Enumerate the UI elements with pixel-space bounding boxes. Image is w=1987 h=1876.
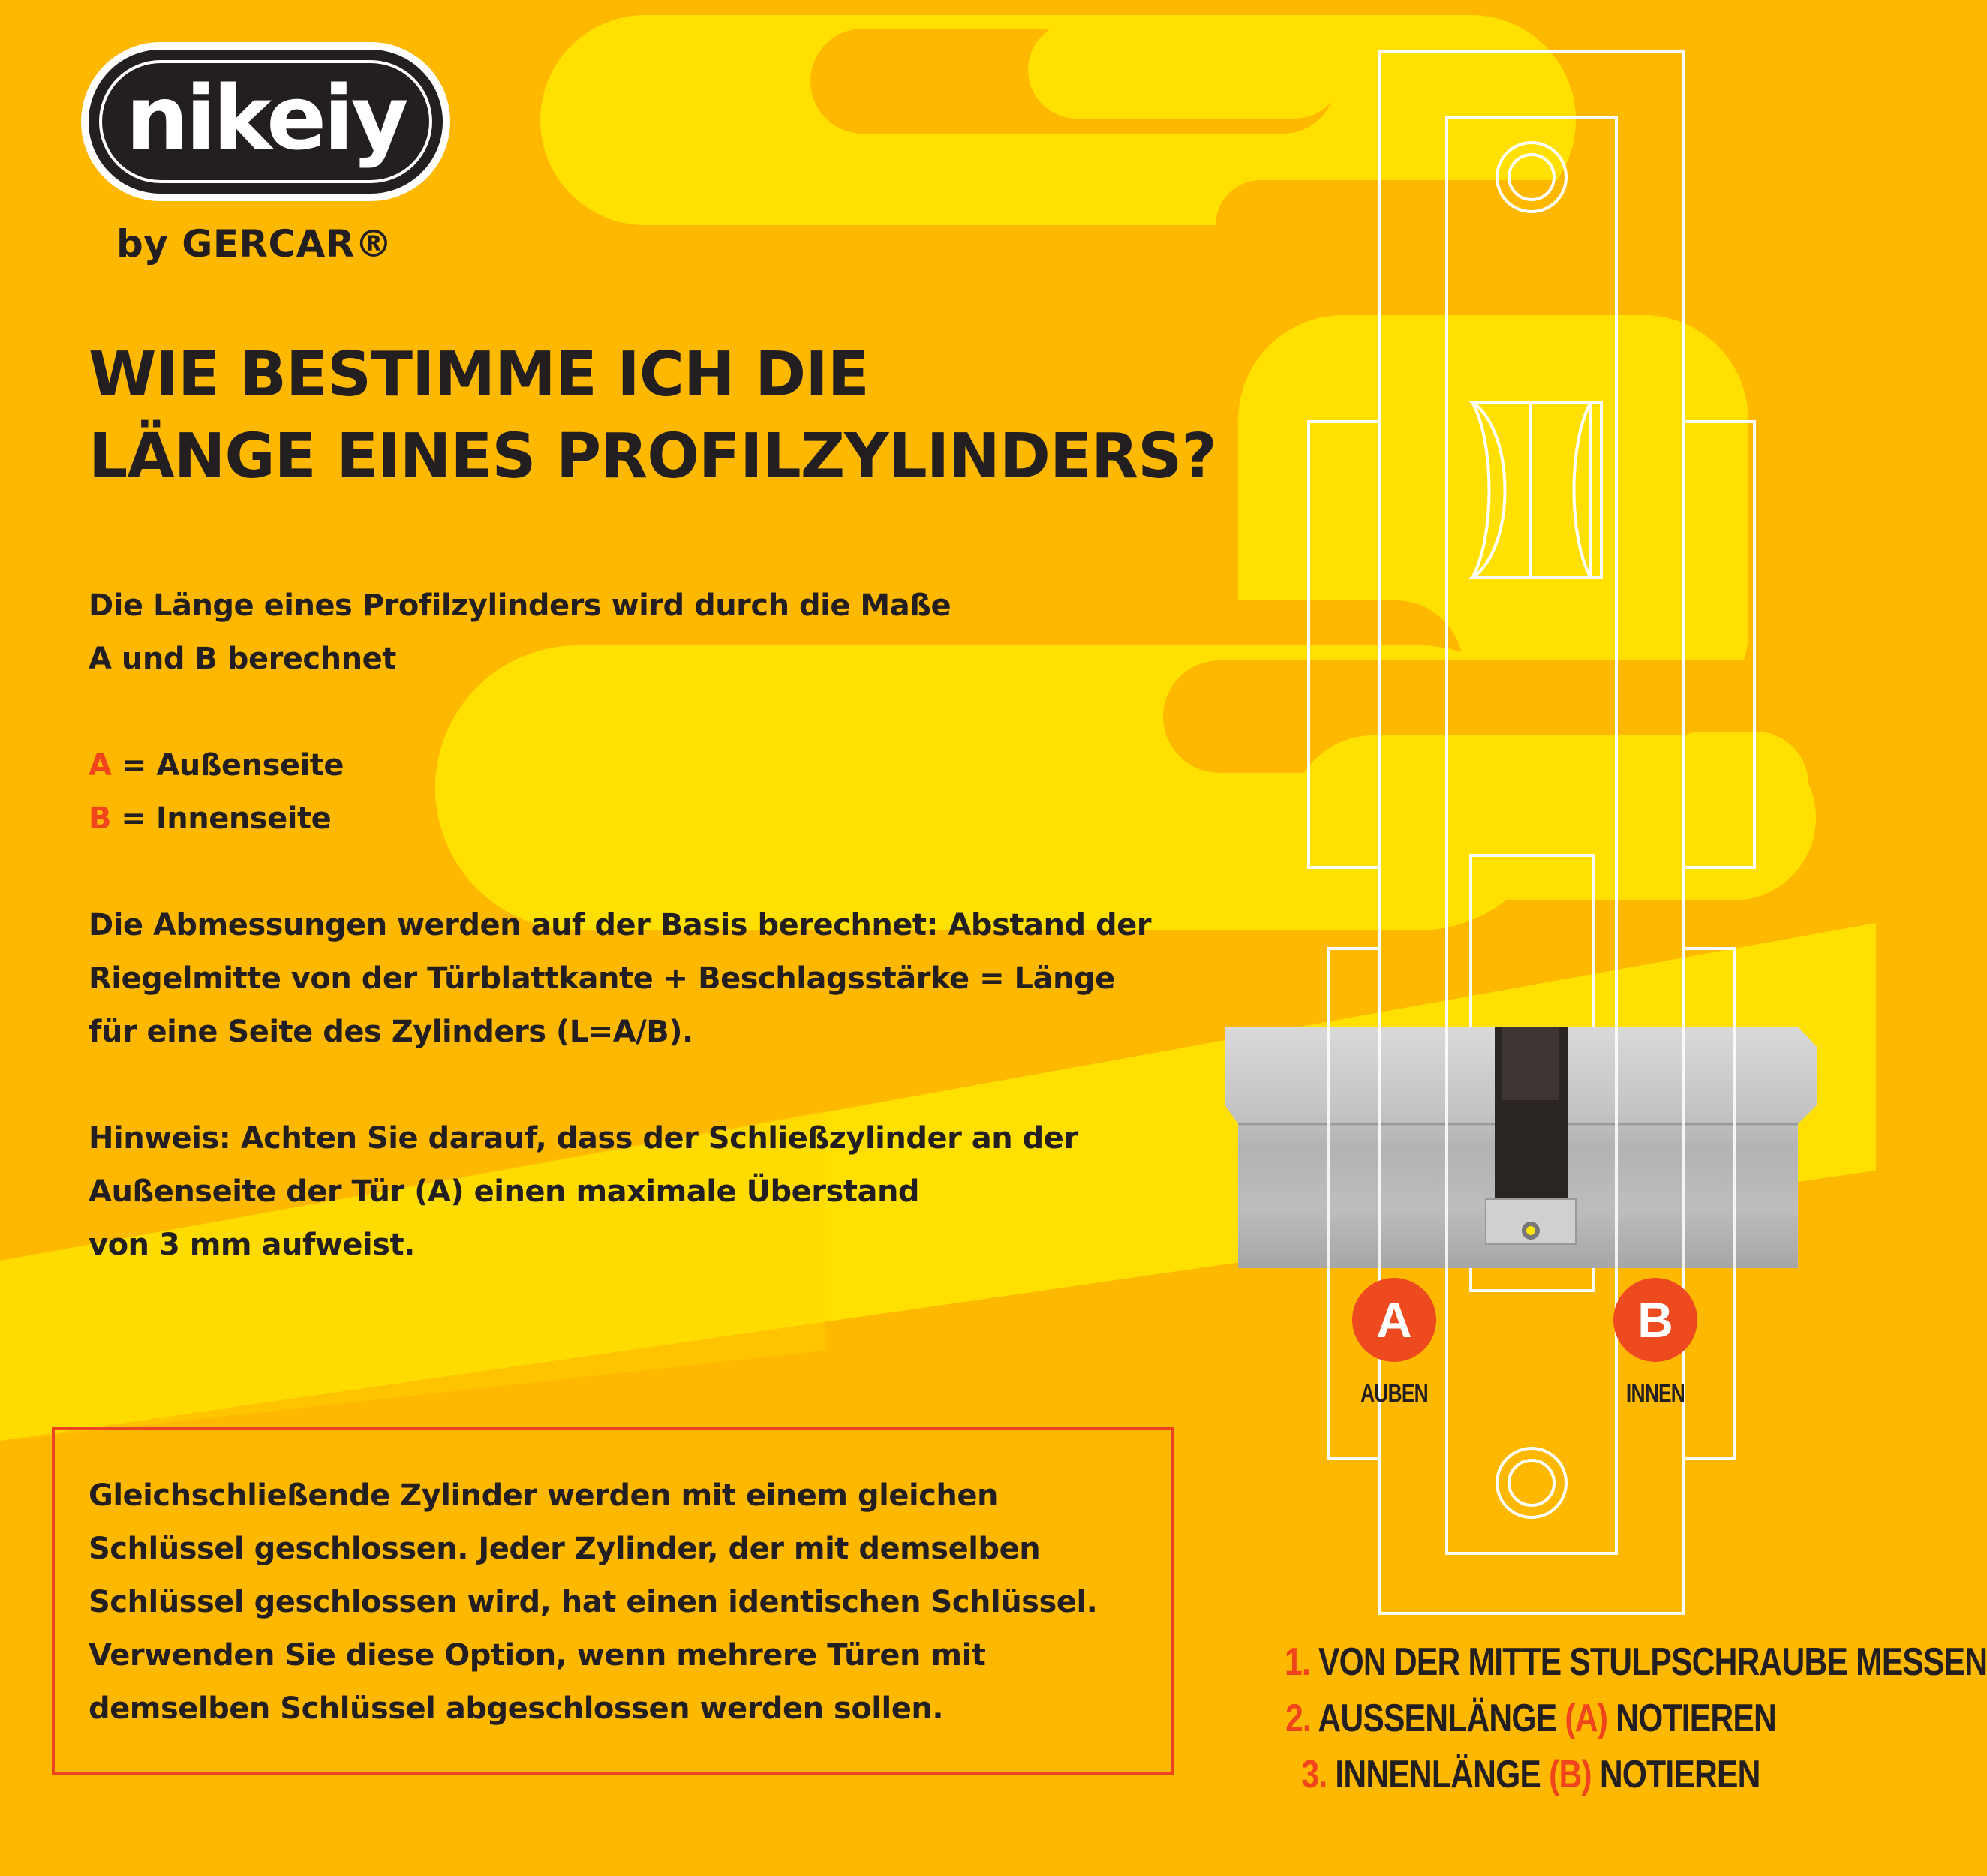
basis-line-2: Riegelmitte von der Türblattkante + Beschlagsstärke = Länge [89,961,1115,996]
basis-line-3: für eine Seite des Zylinders (L=A/B). [89,1015,693,1049]
definition-a-text: = Außenseite [111,748,344,783]
lock-diagram [1216,38,1853,1613]
hint-line-1: Hinweis: Achten Sie darauf, dass der Schließzylinder an der [89,1121,1078,1156]
title-line-1: WIE BESTIMME ICH DIE [89,339,869,410]
step-2-text: AUSSENLÄNGE [1310,1697,1565,1740]
logo-text: nikeiy [125,66,406,170]
step-1-text: VON DER MITTE STULPSCHRAUBE MESSEN [1309,1640,1987,1684]
hint-line-2: Außenseite der Tür (A) einen maximale Überstand [89,1174,920,1209]
info-line-4: Verwenden Sie diese Option, wenn mehrere Türen mit [89,1638,986,1673]
step-3 [1285,1747,1777,1803]
brand-logo [78,39,453,204]
definition-b [89,792,344,846]
definition-b-text: = Innenseite [111,801,332,836]
info-box-text [89,1469,1097,1736]
step-2 [1285,1691,1777,1747]
step-3-number: 3. [1301,1753,1327,1796]
step-3-highlight: (B) [1549,1753,1592,1796]
marker-a-label: AUBEN [1360,1379,1428,1407]
intro-line-1: Die Länge eines Profilzylinders wird durch die Maße [89,588,951,623]
info-line-3: Schlüssel geschlossen wird, hat einen identischen Schlüssel. [89,1585,1098,1619]
intro-line-2: A und B berechnet [89,642,396,676]
definition-a-letter: A [89,748,112,783]
info-line-2: Schlüssel geschlossen. Jeder Zylinder, der mit demselben [89,1532,1041,1566]
step-2-number: 2. [1285,1697,1311,1740]
step-2-highlight: (A) [1565,1697,1608,1740]
info-line-1: Gleichschließende Zylinder werden mit einem gleichen [89,1478,999,1513]
title-line-2: LÄNGE EINES PROFILZYLINDERS? [89,421,1216,492]
definition-a [89,739,344,792]
brand-byline: by GERCAR® [116,222,393,266]
hint-line-3: von 3 mm aufweist. [89,1228,415,1262]
step-3-text: INNENLÄNGE [1327,1753,1550,1796]
step-3-suffix: NOTIEREN [1591,1753,1760,1796]
page-title [89,334,1289,498]
marker-a: A [1352,1278,1436,1362]
basis-line-1: Die Abmessungen werden auf der Basis berechnet: Abstand der [89,908,1152,943]
marker-b: B [1613,1278,1697,1362]
steps-list [1231,1634,1987,1803]
definition-b-letter: B [89,801,111,836]
hint-paragraph [89,1112,1078,1272]
step-1-number: 1. [1285,1640,1310,1684]
definitions-list [89,739,344,846]
marker-b-label: INNEN [1625,1379,1685,1407]
cylinder-image [1225,1027,1817,1268]
intro-paragraph [89,579,951,686]
step-2-suffix: NOTIEREN [1607,1697,1776,1740]
basis-paragraph [89,899,1151,1059]
step-1 [1285,1634,1987,1691]
info-line-5: demselben Schlüssel abgeschlossen werden sollen. [89,1691,944,1726]
